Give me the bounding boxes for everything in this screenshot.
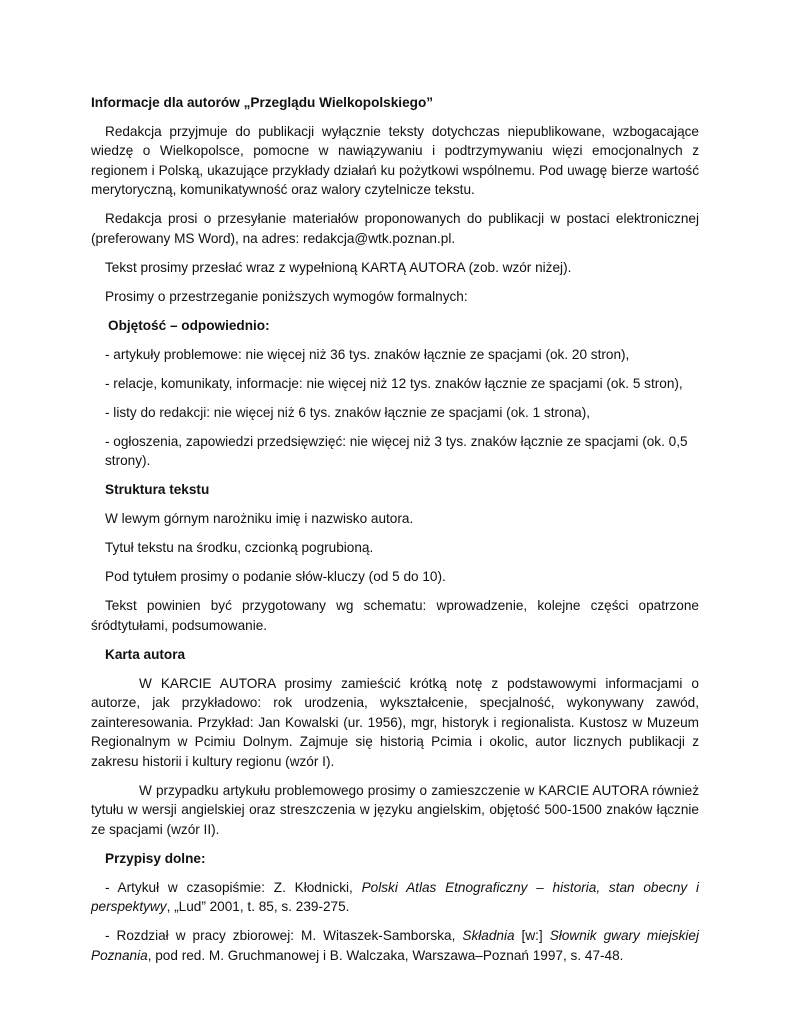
structure-heading: Struktura tekstu [105,482,210,497]
footnote-2-prefix: - Rozdział w pracy zbiorowej: M. Witaszek-Samborska, [105,928,463,943]
document-title: Informacje dla autorów „Przeglądu Wielkopolskiego” [91,95,434,110]
footnote-2-title: Składnia [462,928,515,943]
volume-item-articles: - artykuły problemowe: nie więcej niż 36 tys. znaków łącznie ze spacjami (ok. 20 stron), [105,346,630,362]
volume-item-letters: - listy do redakcji: nie więcej niż 6 tys. znaków łącznie ze spacjami (ok. 1 strona), [105,404,591,420]
intro-paragraph-1: Redakcja przyjmuje do publikacji wyłącznie teksty dotychczas niepublikowane, wzbogacające wiedzę o Wielkopolsce, pomocne w nawiązywaniu i podtrzymywaniu więzi emocjonalnych z regionem i Polską, ukazujące przykłady działań ku pożytkowi wspólnemu. Pod uwagę bierze wartość merytoryczną, komunikatywność oraz walory czytelnicze tekstu. [91,123,699,197]
footnote-1-title: Polski Atlas Etnograficzny – historia, stan obecny i perspektywy [91,879,699,914]
structure-item-author: W lewym górnym narożniku imię i nazwisko autora. [105,511,414,526]
intro-paragraph-4: Prosimy o przestrzeganie poniższych wymogów formalnych: [105,288,468,304]
footnote-1-prefix: - Artykuł w czasopiśmie: Z. Kłodnicki, [105,879,362,895]
footnote-2-suffix: , pod red. M. Gruchmanowej i B. Walczaka, Warszawa–Poznań 1997, s. 47-48. [147,947,624,963]
footnote-1-suffix: , „Lud” 2001, t. 85, s. 239-275. [166,899,350,914]
structure-item-scheme: Tekst powinien być przygotowany wg schematu: wprowadzenie, kolejne części opatrzone śródtytułami, podsumowanie. [91,598,699,633]
footnotes-heading: Przypisy dolne: [105,850,206,866]
footnote-2-book: Słownik gwary miejskiej Poznania [91,928,700,963]
structure-item-title: Tytuł tekstu na środku, czcionką pogrubioną. [105,540,374,555]
card-heading: Karta autora [105,646,186,662]
volume-heading: Objętość – odpowiednio: [108,317,270,333]
volume-item-announcements: - ogłoszenia, zapowiedzi przedsięwzięć: nie więcej niż 3 tys. znaków łącznie ze spacjami (ok. 0,5 strony). [105,433,688,468]
footnote-example-chapter [91,926,699,965]
structure-item-keywords: Pod tytułem prosimy o podanie słów-kluczy (od 5 do 10). [105,569,446,584]
intro-paragraph-2: Redakcja prosi o przesyłanie materiałów proponowanych do publikacji w postaci elektronicznej (preferowany MS Word), na adres: redakcja@wtk.poznan.pl. [91,211,699,246]
card-paragraph-2: W przypadku artykułu problemowego prosimy o zamieszczenie w KARCIE AUTORA również tytułu w wersji angielskiej oraz streszczenia w języku angielskim, objętość 500-1500 znaków łącznie ze spacjami (wzór II). [91,782,699,837]
document-content [91,93,699,975]
card-paragraph-1: W KARCIE AUTORA prosimy zamieścić krótką notę z podstawowymi informacjami o autorze, jak przykładowo: rok urodzenia, wykształcenie, specjalność, wykonywany zawód, zainteresowania. Przykład: Jan Kowalski (ur. 1956), mgr, historyk i regionalista. Kustosz w Muzeum Regionalnym w Pcimiu Dolnym. Zajmuje się historią Pcimia i okolic, autor licznych publikacji z zakresu historii i kultury regionu (wzór I). [91,675,699,769]
intro-paragraph-3: Tekst prosimy przesłać wraz z wypełnioną KARTĄ AUTORA (zob. wzór niżej). [105,259,572,275]
volume-item-reports: - relacje, komunikaty, informacje: nie więcej niż 12 tys. znaków łącznie ze spacjami (ok. 5 stron), [105,375,683,391]
footnote-example-article [91,878,699,917]
footnote-2-mid: [w:] [514,928,550,943]
